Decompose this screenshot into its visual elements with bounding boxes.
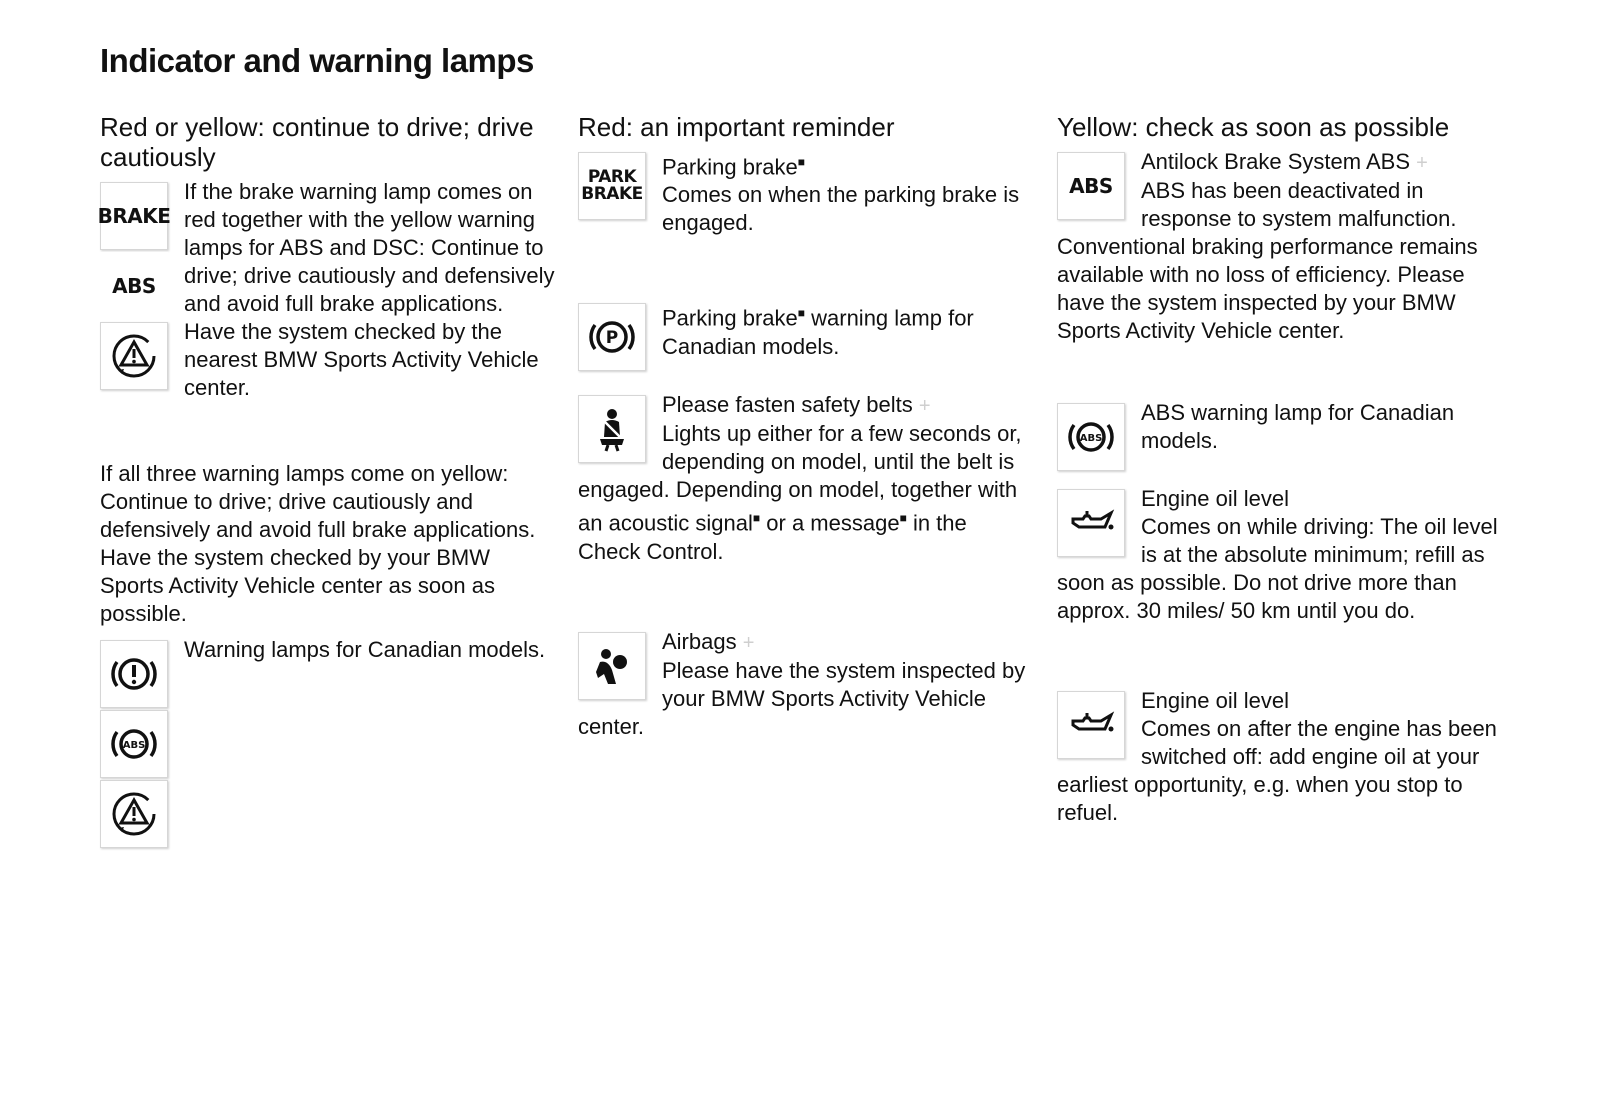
oil-level-off-entry: [1057, 687, 1512, 827]
oil-level-off-text: Comes on after the engine has been switched off: add engine oil at your earliest opportunity, e.g. when you stop to refuel.: [1057, 716, 1497, 825]
seat-belt-title: Please fasten safety belts: [662, 392, 913, 418]
parking-brake-canada-title: Parking brake: [662, 305, 798, 331]
brake-abs-dsc-entry: [97, 178, 555, 402]
airbags-text: Please have the system inspected by your BMW Sports Activity Vehicle center.: [578, 657, 1026, 739]
oil-can-icon: [1057, 691, 1125, 759]
exclamation-circle-icon: [100, 640, 168, 708]
parking-brake-text: Comes on when the parking brake is engaged.: [662, 182, 1020, 236]
parking-brake-title: Parking brake: [662, 154, 798, 180]
abs-canada-entry: [1057, 399, 1512, 475]
icon-stack: [97, 182, 171, 390]
oil-level-title: Engine oil level: [1141, 486, 1289, 511]
canadian-warning-text: Warning lamps for Canadian models.: [184, 637, 546, 662]
triangle-warning-icon: [100, 780, 168, 848]
abs-icon: ABS: [100, 252, 168, 320]
section-heading: Red: an important reminder: [578, 112, 895, 142]
column-red-yellow: [97, 112, 555, 852]
brake-warning-text: If the brake warning lamp comes on red together with the yellow warning lamps for ABS and DSC: Continue to drive; drive cautiously and defensively and avoid full brake applications. Have the system checked by the nearest BMW Sports Activity Vehicle center.: [184, 179, 555, 400]
seat-belt-text: Lights up either for a few seconds or, depending on model, until the belt is engaged. Depending on model, together with an acoustic signal: [578, 421, 1022, 536]
abs-entry: ABS Antilock Brake System ABS + ABS has been deactivated in response to system malfunction. Conventional braking performance remains available with no loss of efficiency. Please have the system inspected by your BMW Sports Activity Vehicle center.: [1057, 148, 1512, 345]
park-brake-icon: PARK BRAKE: [578, 152, 646, 220]
seat-belt-entry: Please fasten safety belts + Lights up either for a few seconds or, depending on model, until the belt is engaged. Depending on model, together with an acoustic signal■ or a message■ in the Check Control.: [578, 392, 1022, 564]
abs-icon: ABS: [1057, 152, 1125, 220]
section-heading: Red or yellow: continue to drive; drive cautiously: [100, 112, 534, 172]
column-yellow: [1057, 112, 1512, 827]
canadian-warning-entry: [100, 636, 555, 852]
brake-icon: BRAKE: [100, 182, 168, 250]
section-heading: Yellow: check as soon as possible: [1057, 112, 1450, 142]
abs-circle-icon: [1057, 403, 1125, 471]
seat-belt-icon: [578, 395, 646, 463]
oil-level-driving-entry: [1057, 485, 1512, 625]
abs-title: Antilock Brake System ABS: [1141, 149, 1410, 174]
parking-brake-canada-entry: P Parking brake■ warning lamp for Canadian models.: [578, 299, 1033, 375]
parking-brake-circle-icon: [578, 303, 646, 371]
oil-level-driving-text: Comes on while driving: The oil level is at the absolute minimum; refill as soon as possible. Do not drive more than approx. 30 miles/ 50 km until you do.: [1057, 514, 1498, 623]
svg-text:ABS: ABS: [122, 740, 146, 751]
svg-text:ABS: ABS: [1079, 433, 1103, 444]
three-lamps-text: If all three warning lamps come on yellow: Continue to drive; drive cautiously and defensively and avoid full brake applications. Have the system checked by your BMW Sports Activity Vehicle center as soon as possible.: [100, 461, 536, 626]
abs-canada-text: ABS warning lamp for Canadian models.: [1141, 400, 1455, 453]
icon-stack: [100, 640, 168, 848]
svg-text:P: P: [605, 328, 619, 349]
airbags-entry: Airbags + Please have the system inspected by your BMW Sports Activity Vehicle center.: [578, 628, 1033, 741]
airbags-title: Airbags: [662, 628, 737, 654]
oil-can-icon: [1057, 489, 1125, 557]
airbag-icon: [578, 632, 646, 700]
column-red: [578, 112, 1033, 741]
abs-text: ABS has been deactivated in response to system malfunction. Conventional braking performance remains available with no loss of efficiency. Please have the system inspected by your BMW Sports Activity Vehicle center.: [1057, 178, 1478, 343]
abs-circle-icon: [100, 710, 168, 778]
parking-brake-canada-text: warning lamp for Canadian models.: [662, 305, 974, 359]
triangle-warning-icon: [100, 322, 168, 390]
page-title: Indicator and warning lamps: [100, 42, 534, 79]
parking-brake-entry: PARK BRAKE Parking brake■ Comes on when the parking brake is engaged.: [578, 148, 1033, 237]
oil-level-title: Engine oil level: [1141, 688, 1289, 713]
